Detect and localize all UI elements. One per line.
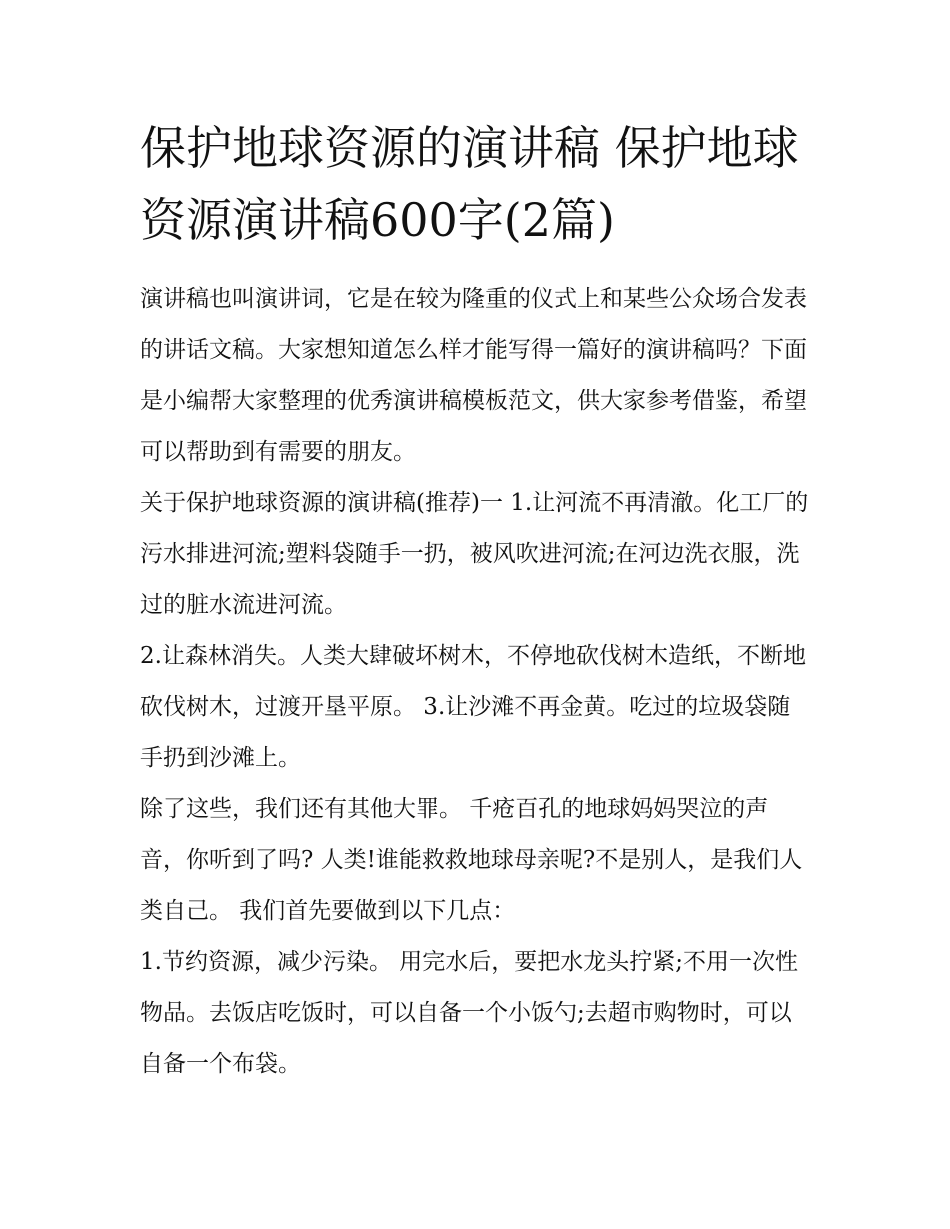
- document-page: [140, 112, 812, 1090]
- paragraph-point-1: 关于保护地球资源的演讲稿(推荐)一 1.让河流不再清澈。化工厂的污水排进河流;塑料袋随手一扔，被风吹进河流;在河边洗衣服，洗过的脏水流进河流。: [140, 490, 809, 618]
- paragraph-appeal: 除了这些，我们还有其他大罪。 千疮百孔的地球妈妈哭泣的声音，你听到了吗? 人类!谁能救救地球母亲呢?不是别人，是我们人类自己。 我们首先要做到以下几点：: [140, 796, 803, 924]
- document-title: 保护地球资源的演讲稿 保护地球资源演讲稿600字(2篇): [140, 121, 799, 247]
- paragraph-action-1: 1.节约资源，减少污染。 用完水后，要把水龙头拧紧;不用一次性物品。去饭店吃饭时，可以自备一个小饭勺;去超市购物时，可以自备一个布袋。: [140, 949, 799, 1077]
- paragraph-intro: 演讲稿也叫演讲词，它是在较为隆重的仪式上和某些公众场合发表的讲话文稿。大家想知道怎么样才能写得一篇好的演讲稿吗？下面是小编帮大家整理的优秀演讲稿模板范文，供大家参考借鉴，希望可以帮助到有需要的朋友。: [140, 286, 807, 465]
- paragraph-point-2-3: 2.让森林消失。人类大肆破坏树木，不停地砍伐树木造纸，不断地砍伐树木，过渡开垦平原。 3.让沙滩不再金黄。吃过的垃圾袋随手扔到沙滩上。: [140, 643, 806, 771]
